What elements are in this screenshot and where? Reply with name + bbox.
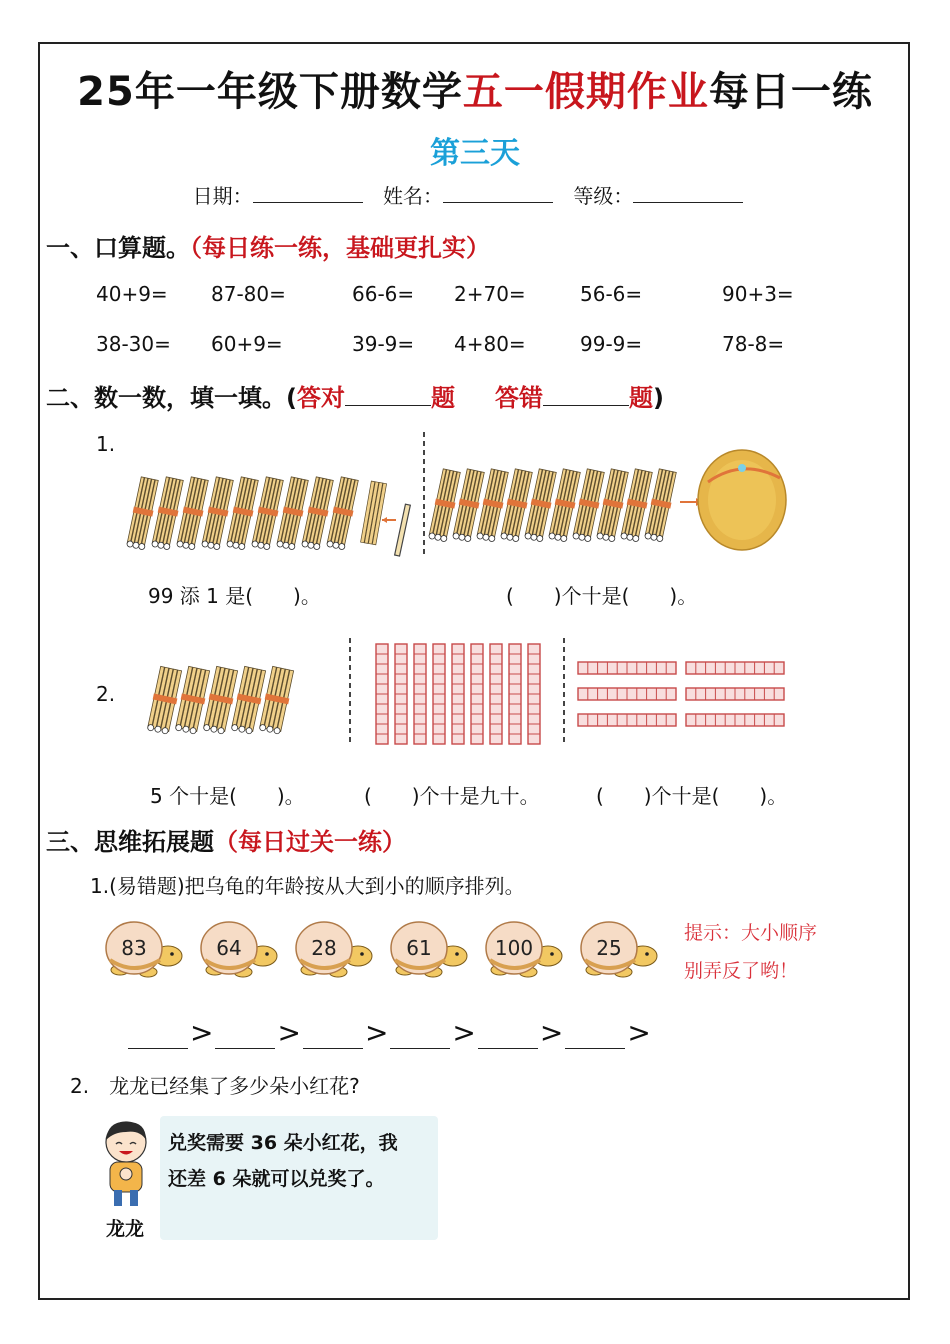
ten-rod-icon xyxy=(686,714,784,726)
wrong-count-field[interactable] xyxy=(543,387,629,406)
order-blank-5[interactable] xyxy=(478,1030,538,1049)
q2-text-c: ( )个十是( )。 xyxy=(596,784,788,808)
turtle-age-label: 100 xyxy=(494,936,534,960)
calc-2-3: 39-9= xyxy=(352,332,415,356)
ten-rod-icon xyxy=(414,644,426,744)
calc-1-2: 87-80= xyxy=(211,282,286,306)
info-line xyxy=(0,180,950,209)
section3-heading: 三、思维拓展题（每日过关一练） xyxy=(46,828,406,856)
turtles-row xyxy=(96,912,676,984)
turtle-age-label: 25 xyxy=(596,936,622,960)
calc-1-1: 40+9= xyxy=(96,282,168,306)
right-count-field[interactable] xyxy=(345,387,431,406)
q1-left-text: 99 添 1 是( )。 xyxy=(148,584,321,608)
calc-2-1: 38-30= xyxy=(96,332,171,356)
boy-avatar xyxy=(100,1118,156,1210)
name-label: 姓名： xyxy=(383,184,443,208)
ten-rod-icon xyxy=(433,644,445,744)
ten-rod-icon xyxy=(509,644,521,744)
section1-heading: 一、口算题。（每日练一练，基础更扎实） xyxy=(46,234,490,262)
speech-line1: 兑奖需要 36 朵小红花，我 xyxy=(168,1132,398,1154)
q2-text-b: ( )个十是九十。 xyxy=(364,784,540,808)
q1-number: 1. xyxy=(96,432,116,456)
hint-line1: 提示：大小顺序 xyxy=(684,922,818,944)
ten-rod-icon xyxy=(376,644,388,744)
turtle-icon xyxy=(391,922,467,977)
grade-label: 等级： xyxy=(573,184,634,208)
day-label: 第三天 xyxy=(430,136,520,171)
tens-illustration xyxy=(140,636,790,752)
calc-2-6: 78-8= xyxy=(722,332,785,356)
ten-rod-icon xyxy=(578,714,676,726)
ten-rod-icon xyxy=(578,688,676,700)
q1-right-text: ( )个十是( )。 xyxy=(506,584,698,608)
calc-1-3: 66-6= xyxy=(352,282,415,306)
turtle-age-label: 64 xyxy=(216,936,242,960)
ten-rod-icon xyxy=(395,644,407,744)
turtle-icon xyxy=(581,922,657,977)
q2-number: 2. xyxy=(96,682,116,706)
hint-line2: 别弄反了哟！ xyxy=(684,960,799,982)
ten-rod-icon xyxy=(490,644,502,744)
order-blank-4[interactable] xyxy=(390,1030,450,1049)
order-blank-1[interactable] xyxy=(128,1030,188,1049)
order-answer-row: > > > > > > xyxy=(128,1016,653,1049)
calc-2-2: 60+9= xyxy=(211,332,283,356)
bundles-illustration xyxy=(120,428,790,560)
order-blank-6[interactable] xyxy=(565,1030,625,1049)
grade-field[interactable] xyxy=(633,184,743,203)
turtle-icon xyxy=(201,922,277,977)
calc-2-4: 4+80= xyxy=(454,332,526,356)
turtle-icon xyxy=(486,922,562,977)
s3-q1-text: 1.(易错题)把乌龟的年龄按从大到小的顺序排列。 xyxy=(90,874,525,898)
calc-2-5: 99-9= xyxy=(580,332,643,356)
page-title: 25年一年级下册数学五一假期作业每日一练 xyxy=(77,69,873,115)
turtle-age-label: 61 xyxy=(406,936,432,960)
date-label: 日期： xyxy=(192,184,253,208)
q2-text-a: 5 个十是( )。 xyxy=(150,784,305,808)
section2-heading: 二、数一数，填一填。(答对 题 答错 题) xyxy=(46,384,664,412)
ten-rod-icon xyxy=(528,644,540,744)
turtle-age-label: 28 xyxy=(311,936,337,960)
hundred-bundle-icon xyxy=(698,450,786,550)
character-name: 龙龙 xyxy=(106,1218,145,1240)
ten-rod-icon xyxy=(471,644,483,744)
single-stick xyxy=(395,504,411,556)
date-field[interactable] xyxy=(253,184,363,203)
ten-rod-icon xyxy=(686,688,784,700)
speech-line2: 还差 6 朵就可以兑奖了。 xyxy=(168,1168,385,1190)
s3-q2-text: 2. 龙龙已经集了多少朵小红花? xyxy=(70,1074,360,1098)
calc-1-5: 56-6= xyxy=(580,282,643,306)
order-blank-3[interactable] xyxy=(303,1030,363,1049)
loose-sticks-icon xyxy=(361,481,387,545)
calc-1-6: 90+3= xyxy=(722,282,794,306)
turtle-age-label: 83 xyxy=(121,936,147,960)
turtle-icon xyxy=(296,922,372,977)
name-field[interactable] xyxy=(443,184,553,203)
ten-rod-icon xyxy=(686,662,784,674)
ten-rod-icon xyxy=(578,662,676,674)
order-blank-2[interactable] xyxy=(215,1030,275,1049)
turtle-icon xyxy=(106,922,182,977)
ten-rod-icon xyxy=(452,644,464,744)
calc-1-4: 2+70= xyxy=(454,282,526,306)
